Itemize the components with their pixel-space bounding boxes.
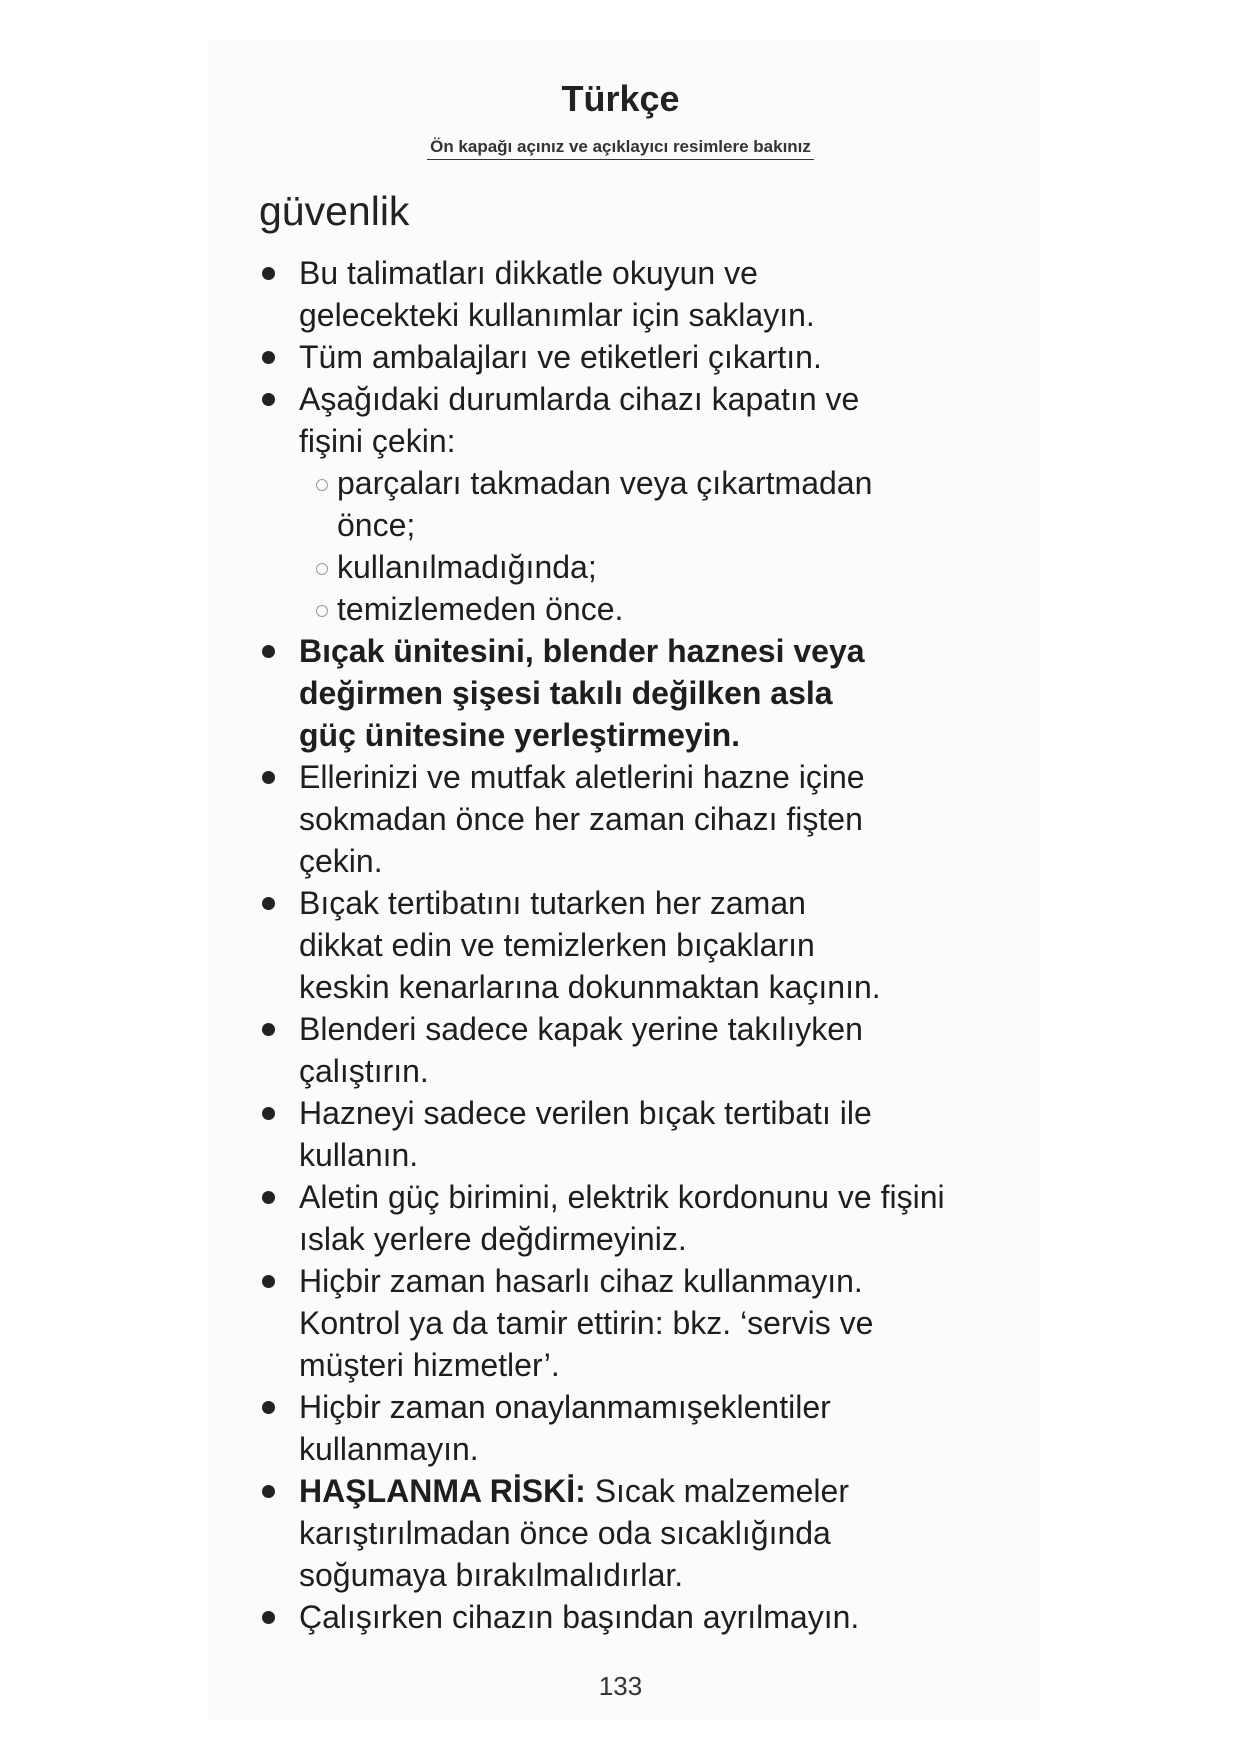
- list-item: [259, 1176, 945, 1260]
- bullet-icon: [262, 897, 275, 910]
- bullet-icon: [262, 393, 275, 406]
- list-item: [259, 1092, 945, 1176]
- list-item: [259, 378, 945, 630]
- list-item: [259, 1470, 945, 1596]
- list-item: [259, 1596, 945, 1638]
- circle-bullet-icon: [316, 479, 328, 491]
- list-item-line: Hazneyi sadece verilen bıçak tertibatı ile: [299, 1095, 872, 1131]
- section-title: güvenlik: [259, 188, 410, 234]
- sub-list-item: [299, 462, 945, 546]
- sub-list-item: [299, 546, 945, 588]
- list-item-line: karıştırılmadan önce oda sıcaklığında: [299, 1515, 831, 1551]
- list-item-line: çalıştırın.: [299, 1053, 429, 1089]
- list-item: [259, 252, 945, 336]
- list-item: [259, 336, 945, 378]
- list-item-line: [299, 1470, 945, 1512]
- list-item-line: fişini çekin:: [299, 423, 456, 459]
- bullet-icon: [262, 1401, 275, 1414]
- list-item-line: kullanmayın.: [299, 1431, 479, 1467]
- list-item-line: Blenderi sadece kapak yerine takılıyken: [299, 1011, 863, 1047]
- safety-list: [259, 252, 945, 1638]
- list-item-line: soğumaya bırakılmalıdırlar.: [299, 1557, 684, 1593]
- list-item-line: gelecekteki kullanımlar için saklayın.: [299, 297, 815, 333]
- bullet-icon: [262, 1023, 275, 1036]
- subtitle: Ön kapağı açınız ve açıklayıcı resimlere bakınız: [427, 137, 814, 160]
- sub-list-item-line: parçaları takmadan veya çıkartmadan: [337, 465, 873, 501]
- list-item: [259, 1008, 945, 1092]
- bullet-icon: [262, 1611, 275, 1624]
- list-item: [259, 630, 945, 756]
- page-number: 133: [598, 1671, 643, 1701]
- bullet-icon: [262, 267, 275, 280]
- bullet-icon: [262, 771, 275, 784]
- list-item-line: Bıçak tertibatını tutarken her zaman: [299, 885, 806, 921]
- list-item: [259, 756, 945, 882]
- list-item-line: kullanın.: [299, 1137, 419, 1173]
- list-item: [259, 1386, 945, 1470]
- list-item-line: Ellerinizi ve mutfak aletlerini hazne içine: [299, 759, 865, 795]
- sub-list-item: [299, 588, 945, 630]
- list-item-line: Bıçak ünitesini, blender haznesi veya: [299, 633, 865, 669]
- bullet-icon: [262, 1107, 275, 1120]
- list-item-line: Hiçbir zaman hasarlı cihaz kullanmayın.: [299, 1263, 863, 1299]
- subtitle-wrap: [0, 137, 1241, 160]
- list-item-line: dikkat edin ve temizlerken bıçakların: [299, 927, 815, 963]
- warning-lead: HAŞLANMA RİSKİ:: [299, 1473, 586, 1509]
- list-item-line: çekin.: [299, 843, 383, 879]
- list-item-line: Çalışırken cihazın başından ayrılmayın.: [299, 1599, 860, 1635]
- sub-list-item-line: temizlemeden önce.: [337, 591, 624, 627]
- list-item-line: değirmen şişesi takılı değilken asla: [299, 675, 833, 711]
- list-item-line: Kontrol ya da tamir ettirin: bkz. ‘servis ve: [299, 1305, 874, 1341]
- list-item-line: ıslak yerlere değdirmeyiniz.: [299, 1221, 687, 1257]
- list-item-line: Tüm ambalajları ve etiketleri çıkartın.: [299, 339, 822, 375]
- bullet-icon: [262, 1485, 275, 1498]
- circle-bullet-icon: [316, 563, 328, 575]
- list-item-line: sokmadan önce her zaman cihazı fişten: [299, 801, 863, 837]
- bullet-icon: [262, 1191, 275, 1204]
- list-item: [259, 882, 945, 1008]
- bullet-icon: [262, 1275, 275, 1288]
- list-item-text: Sıcak malzemeler: [585, 1473, 849, 1509]
- list-item-line: keskin kenarlarına dokunmaktan kaçının.: [299, 969, 881, 1005]
- list-item: [259, 1260, 945, 1386]
- list-item-line: Aletin güç birimini, elektrik kordonunu ve fişini: [299, 1179, 945, 1215]
- sub-list-item-line: kullanılmadığında;: [337, 549, 597, 585]
- language-title: Türkçe: [561, 78, 680, 119]
- list-item-line: müşteri hizmetler’.: [299, 1347, 560, 1383]
- list-item-line: Bu talimatları dikkatle okuyun ve: [299, 255, 758, 291]
- sub-list-item-line: önce;: [337, 507, 416, 543]
- list-item-line: Aşağıdaki durumlarda cihazı kapatın ve: [299, 381, 860, 417]
- bullet-icon: [262, 351, 275, 364]
- circle-bullet-icon: [316, 605, 328, 617]
- list-item-line: güç ünitesine yerleştirmeyin.: [299, 717, 741, 753]
- bullet-icon: [262, 645, 275, 658]
- list-item-line: Hiçbir zaman onaylanmamışeklentiler: [299, 1389, 831, 1425]
